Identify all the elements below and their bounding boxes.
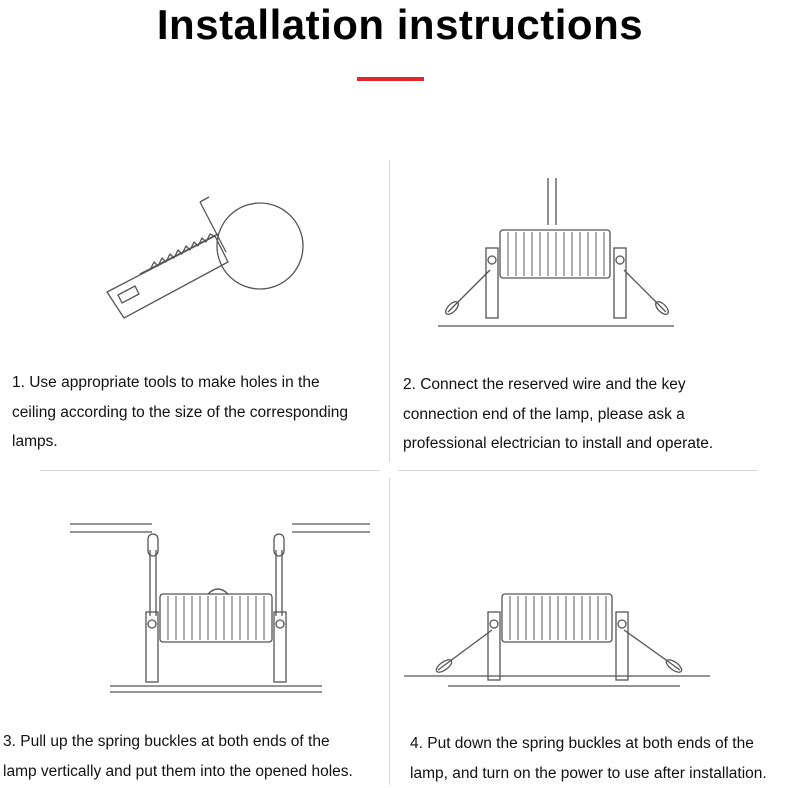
step-2-illustration <box>390 150 800 360</box>
lamp-springs-up-icon <box>0 490 390 710</box>
step-1-illustration <box>0 150 390 360</box>
lamp-springs-down-icon <box>390 490 800 710</box>
step-3-caption: 3. Pull up the spring buckles at both ends of the lamp vertically and put them into the opened holes. <box>3 733 353 780</box>
step-4-illustration <box>390 490 800 710</box>
divider-horizontal-right <box>398 470 758 471</box>
step-3-illustration <box>0 490 390 710</box>
wired-lamp-icon <box>390 150 800 360</box>
page-title: Installation instructions <box>156 1 644 48</box>
step-2-caption: 2. Connect the reserved wire and the key connection end of the lamp, please ask a professional electrician to install and operate. <box>403 376 714 452</box>
step-4-caption: 4. Put down the spring buckles at both ends of the lamp, and turn on the power to use after installation. <box>410 735 767 782</box>
saw-and-hole-icon <box>0 150 390 360</box>
step-1-caption: 1. Use appropriate tools to make holes in the ceiling according to the size of the corresponding lamps. <box>12 374 349 450</box>
divider-horizontal-left <box>40 470 380 471</box>
title-accent-bar <box>357 77 424 81</box>
